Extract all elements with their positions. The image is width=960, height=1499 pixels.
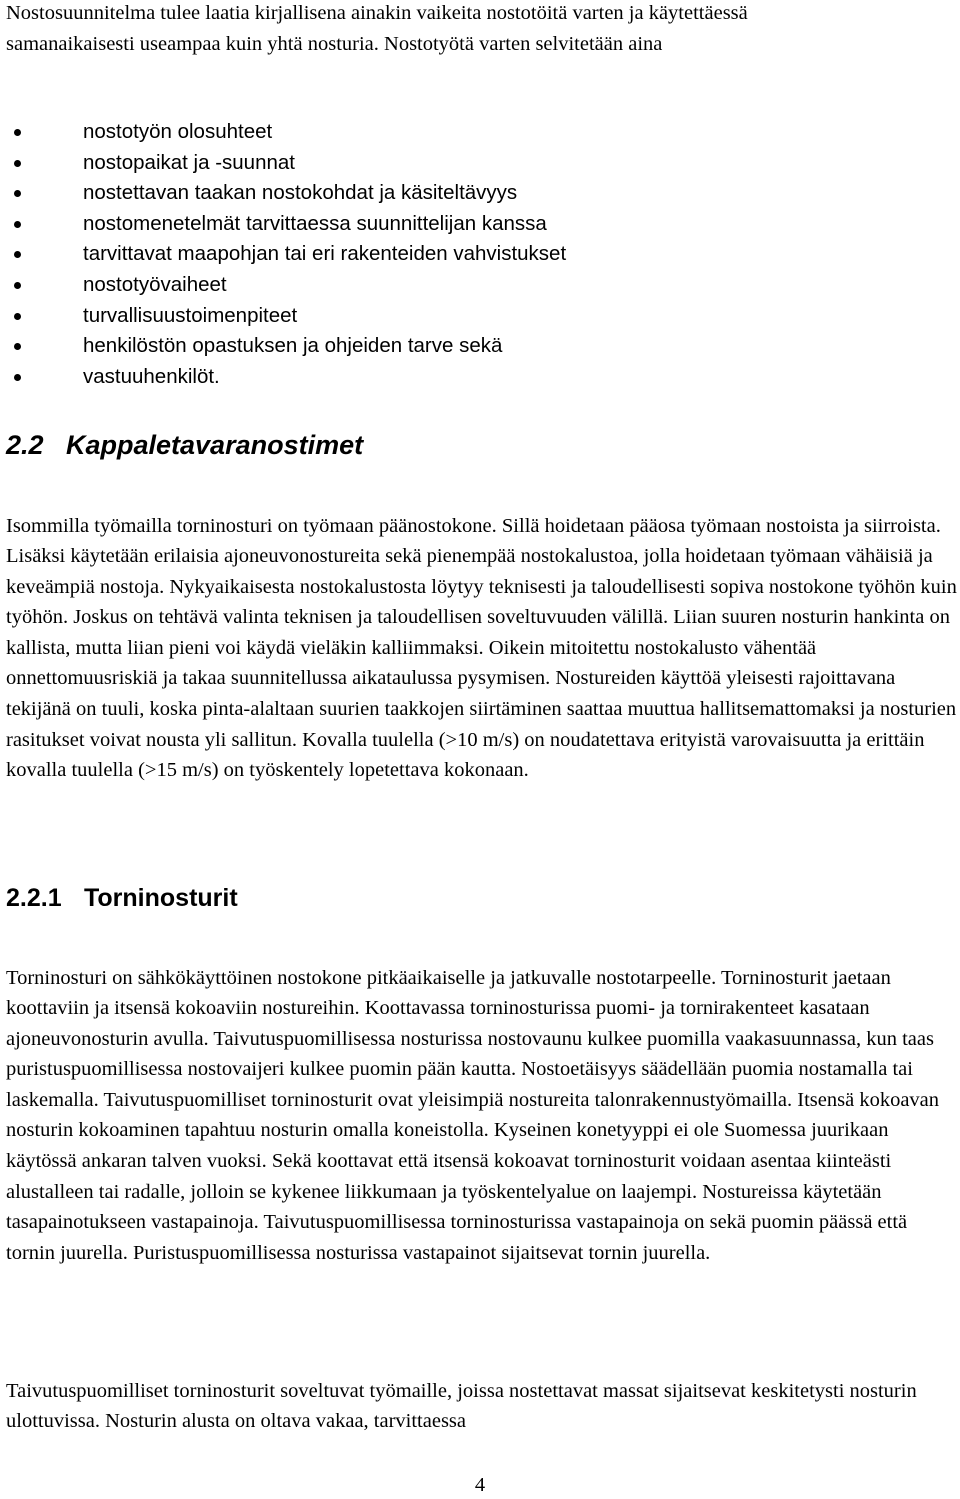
list-item-text: nostomenetelmät tarvittaessa suunnittelijan kanssa [83,211,547,235]
list-item-text: nostopaikat ja -suunnat [83,150,295,174]
bullet-dot-icon [14,374,21,381]
list-item [6,239,566,270]
section-2-2-paragraph: Isommilla työmailla torninosturi on työmaan päänostokone. Sillä hoidetaan pääosa työmaan nostoista ja siirroista. Lisäksi käytetään erilaisia ajoneuvonostureita sekä pienempää nostokalustoa, jolla hoidetaan työmaan vähäisiä ja keveämpiä nostoja. Nykyaikaisesta nostokalustosta löytyy teknisesti ja taloudellisesti sopiva nostokone työhön kuin työhön. Joskus on tehtävä valinta teknisen ja taloudellisen soveltuvuuden välillä. Liian suuren nosturin hankinta on kallista, mutta liian pieni voi käydä vieläkin kalliimmaksi. Oikein mitoitettu nostokalusto vähentää onnettomuusriskiä ja takaa suunnitellussa aikataulussa pysymisen. Nostureiden käyttöä yleisesti rajoittavana tekijänä on tuuli, koska pinta-alaltaan suurien taakkojen siirtäminen saattaa muuttua hallitsemattomaksi ja nosturien rasitukset voivat nousta yli sallitun. Kovalla tuulella (>10 m/s) on noudatettava erityistä varovaisuutta ja erittäin kovalla tuulella (>15 m/s) on työskentely lopetettava kokonaan. [6,514,957,782]
section-heading-2-2 [6,428,363,462]
list-item [6,301,566,332]
bullet-dot-icon [14,190,21,197]
section-title: Kappaletavaranostimet [66,430,364,460]
bullet-dot-icon [14,313,21,320]
bullet-dot-icon [14,282,21,289]
bullet-dot-icon [14,221,21,228]
section-2-2-1-paragraph-1: Torninosturi on sähkökäyttöinen nostokone pitkäaikaiselle ja jatkuvalle nostotarpeelle. Torninosturit jaetaan koottaviin ja itsensä kokoaviin nostureihin. Koottavassa torninosturissa puomi- ja tornirakenteet kasataan ajoneuvonosturin avulla. Taivutuspuomillisessa nosturissa nostovaunu kulkee puomilla vaakasuunnassa, kun taas puristuspuomillisessa nostovaijeri kulkee puomin pään kautta. Nostoetäisyys säädellään puomia nostamalla tai laskemalla. Taivutuspuomilliset torninosturit ovat yleisimpiä nostureita talonrakennustyömailla. Itsensä kokoavan nosturin kokoaminen tapahtuu nosturin omalla koneistolla. Kyseinen konetyyppi ei ole Suomessa juurikaan käytössä ankaran talven vuoksi. Sekä koottavat että itsensä kokoavat torninosturit voidaan asentaa kiinteästi alustalleen tai radalle, jolloin se kykenee liikkumaan ja työskentelyalue on laajempi. Nostureissa käytetään tasapainotukseen vastapainoja. Taivutuspuomillisessa torninosturissa vastapainoja on sekä puomin päässä että tornin juurella. Puristuspuomillisessa nosturissa vastapainot sijaitsevat tornin juurella. [6,966,940,1264]
list-item [6,331,566,362]
list-item-text: nostotyön olosuhteet [83,120,273,143]
bullet-dot-icon [14,160,21,167]
section-title: Torninosturit [84,884,238,912]
bullet-dot-icon [14,343,21,350]
list-item [6,117,566,148]
lifting-plan-checklist [6,117,566,392]
list-item-text: turvallisuustoimenpiteet [83,303,298,327]
bullet-dot-icon [14,251,21,258]
section-number: 2.2 [6,430,44,460]
list-item-text: tarvittavat maapohjan tai eri rakenteiden vahvistukset [83,242,567,266]
list-item [6,148,566,179]
list-item-text: vastuuhenkilöt. [83,364,220,388]
list-item [6,178,566,209]
section-number: 2.2.1 [6,884,62,912]
list-item [6,209,566,240]
section-2-2-1-paragraph-2: Taivutuspuomilliset torninosturit soveltuvat työmaille, joissa nostettavat massat sijaitsevat keskitetysti nosturin ulottuvissa. Nosturin alusta on oltava vakaa, tarvittaessa [6,1379,917,1433]
section-heading-2-2-1 [6,881,238,915]
list-item [6,362,566,393]
bullet-dot-icon [14,129,21,136]
list-item-text: nostotyövaiheet [83,272,227,296]
intro-paragraph: Nostosuunnitelma tulee laatia kirjallisena ainakin vaikeita nostotöitä varten ja käytettäessä samanaikaisesti useampaa kuin yhtä nosturia. Nostotyötä varten selvitetään aina [6,2,748,55]
list-item [6,270,566,301]
list-item-text: nostettavan taakan nostokohdat ja käsiteltävyys [83,181,518,205]
page-number: 4 [474,1474,486,1496]
list-item-text: henkilöstön opastuksen ja ohjeiden tarve sekä [83,334,503,358]
